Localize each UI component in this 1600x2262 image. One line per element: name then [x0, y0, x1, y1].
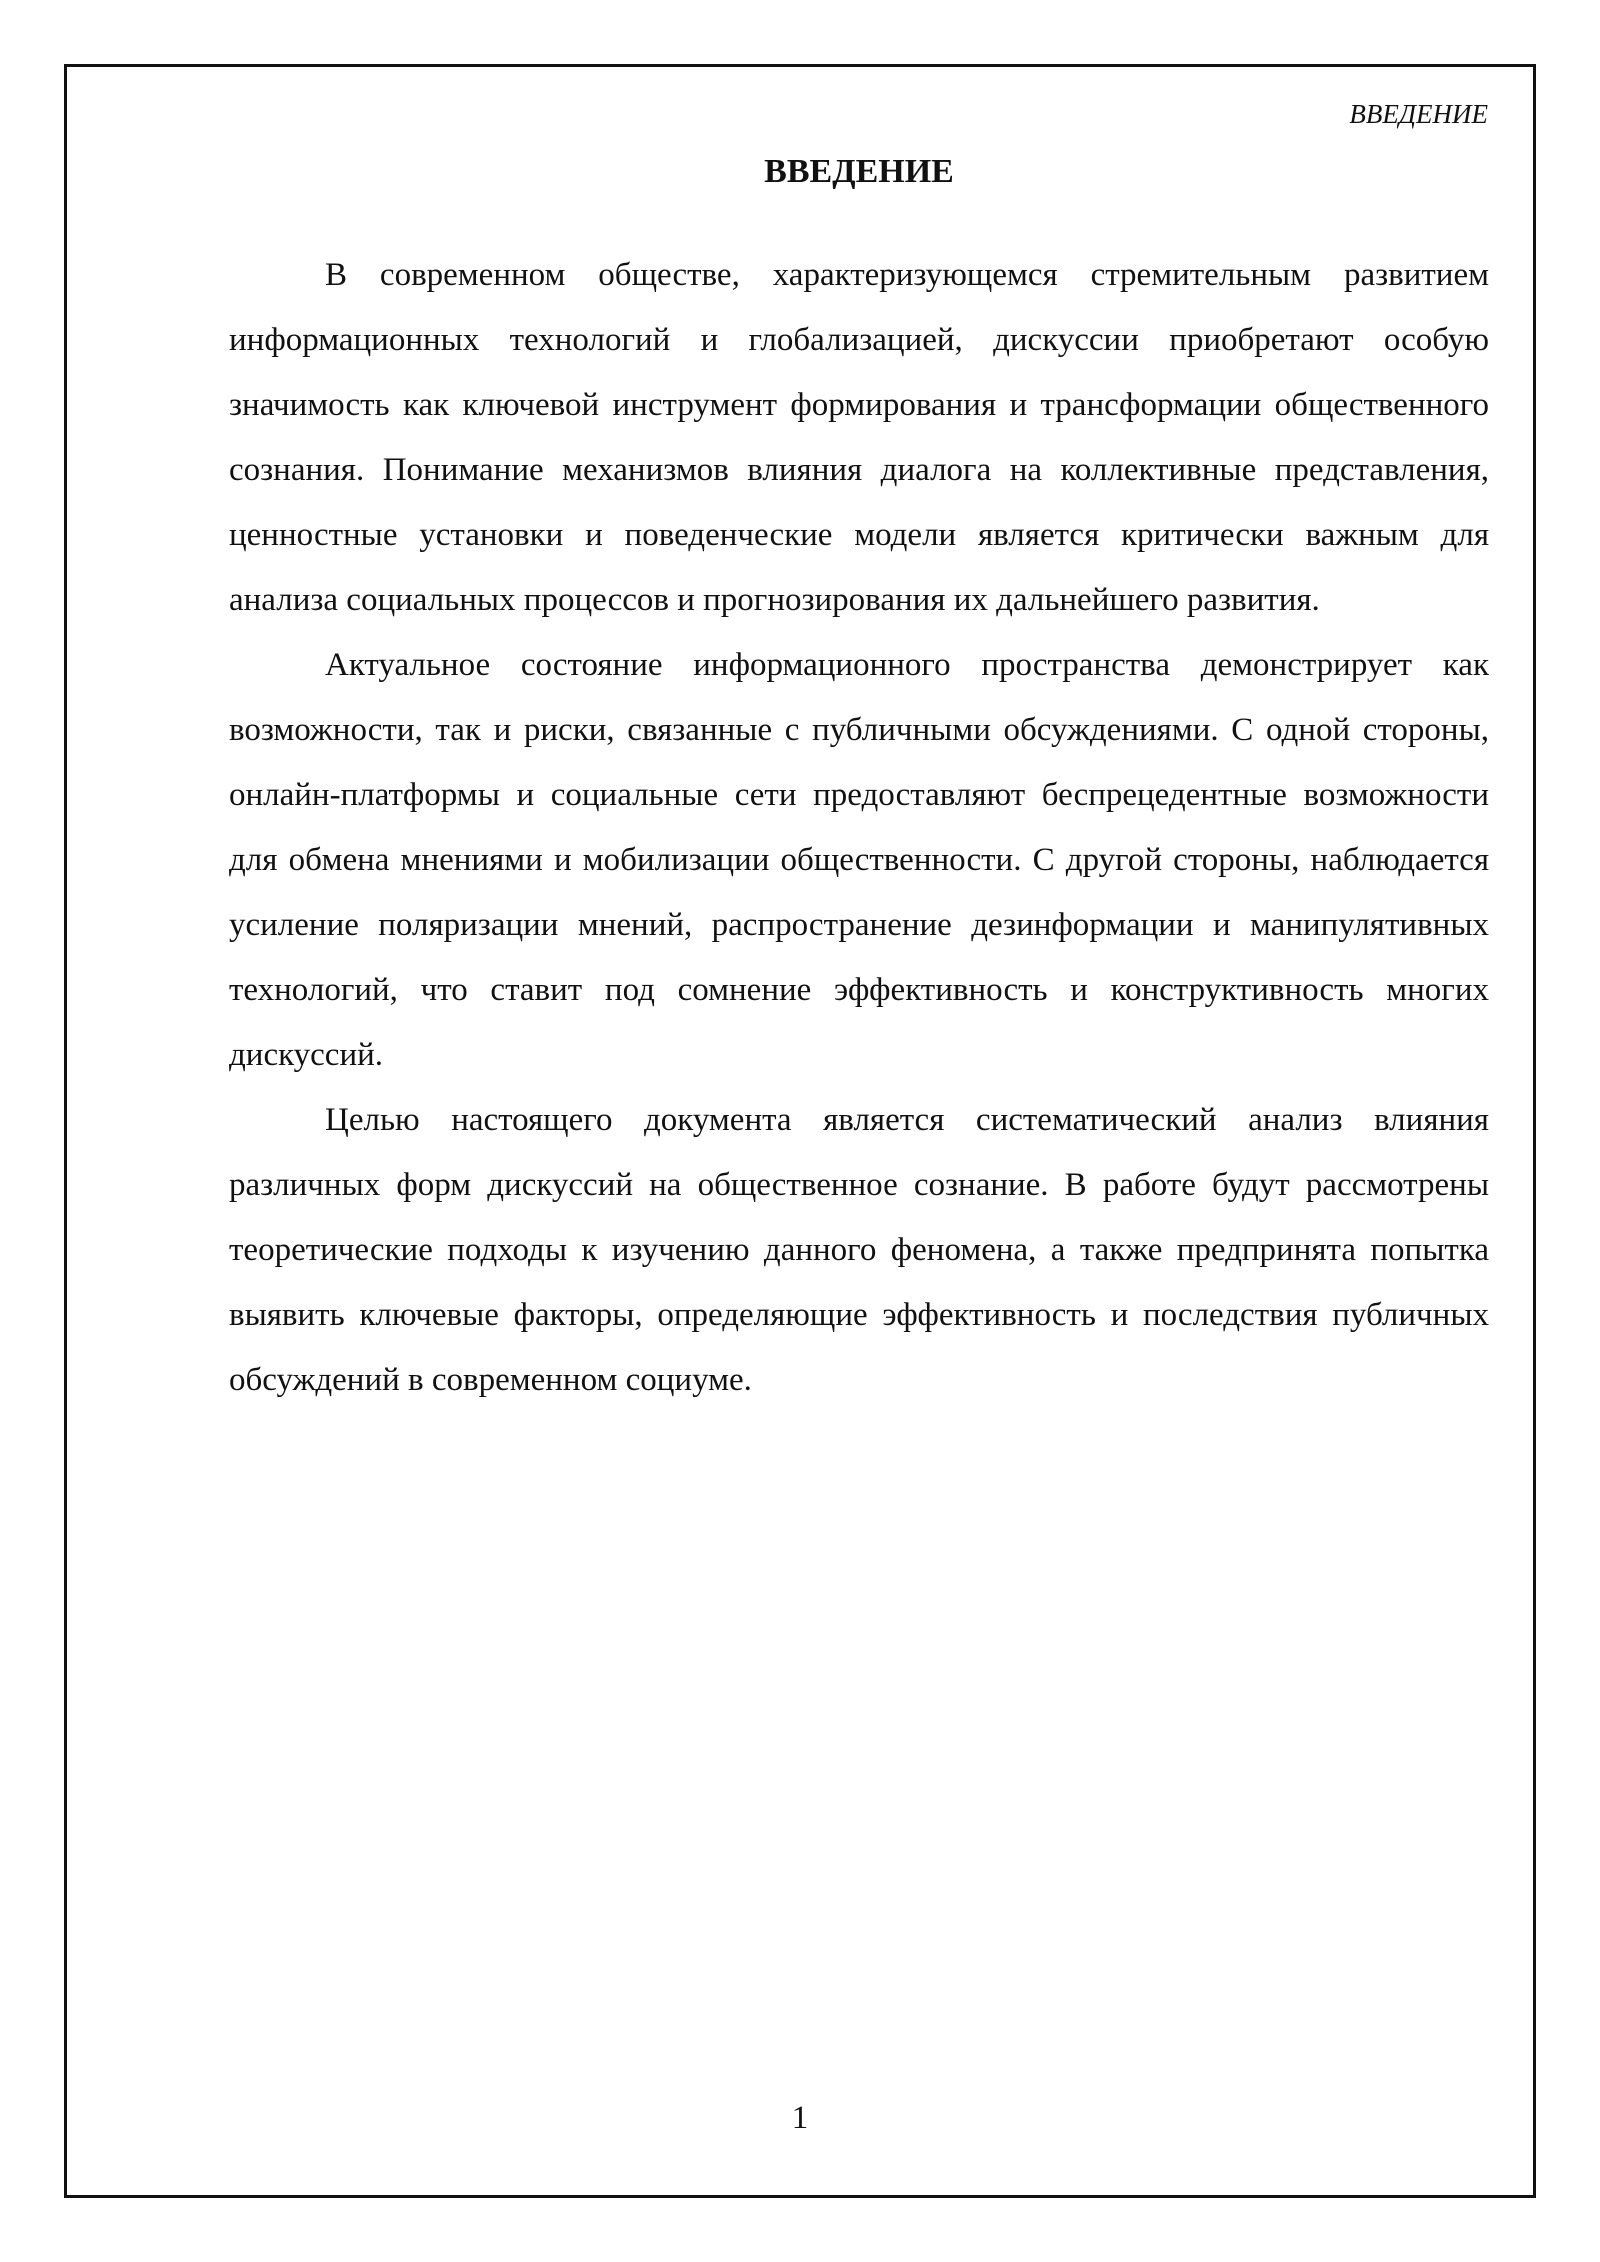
page-title: ВВЕДЕНИЕ: [764, 153, 954, 190]
paragraph-2: Актуальное состояние информационного пространства демонстрирует как возможности, так и риски, связанные с публичными обсуждениями. С одной стороны, онлайн-платформы и социальные сети предоставляют беспрецедентные возможности для обмена мнениями и мобилизации общественности. С другой стороны, наблюдается усиление поляризации мнений, распространение дезинформации и манипулятивных технологий, что ставит под сомнение эффективность и конструктивность многих дискуссий.: [229, 647, 1489, 1073]
running-header: ВВЕДЕНИЕ: [1349, 99, 1488, 129]
body-text: [229, 243, 1489, 1413]
paragraph-3: Целью настоящего документа является систематический анализ влияния различных форм дискуссий на общественное сознание. В работе будут рассмотрены теоретические подходы к изучению данного феномена, а также предпринята попытка выявить ключевые факторы, определяющие эффективность и последствия публичных обсуждений в современном социуме.: [229, 1102, 1489, 1398]
paragraph-1: В современном обществе, характеризующемся стремительным развитием информационных технологий и глобализацией, дискуссии приобретают особую значимость как ключевой инструмент формирования и трансформации общественного сознания. Понимание механизмов влияния диалога на коллективные представления, ценностные установки и поведенческие модели является критически важным для анализа социальных процессов и прогнозирования их дальнейшего развития.: [229, 257, 1489, 618]
page-number: 1: [791, 2100, 809, 2136]
